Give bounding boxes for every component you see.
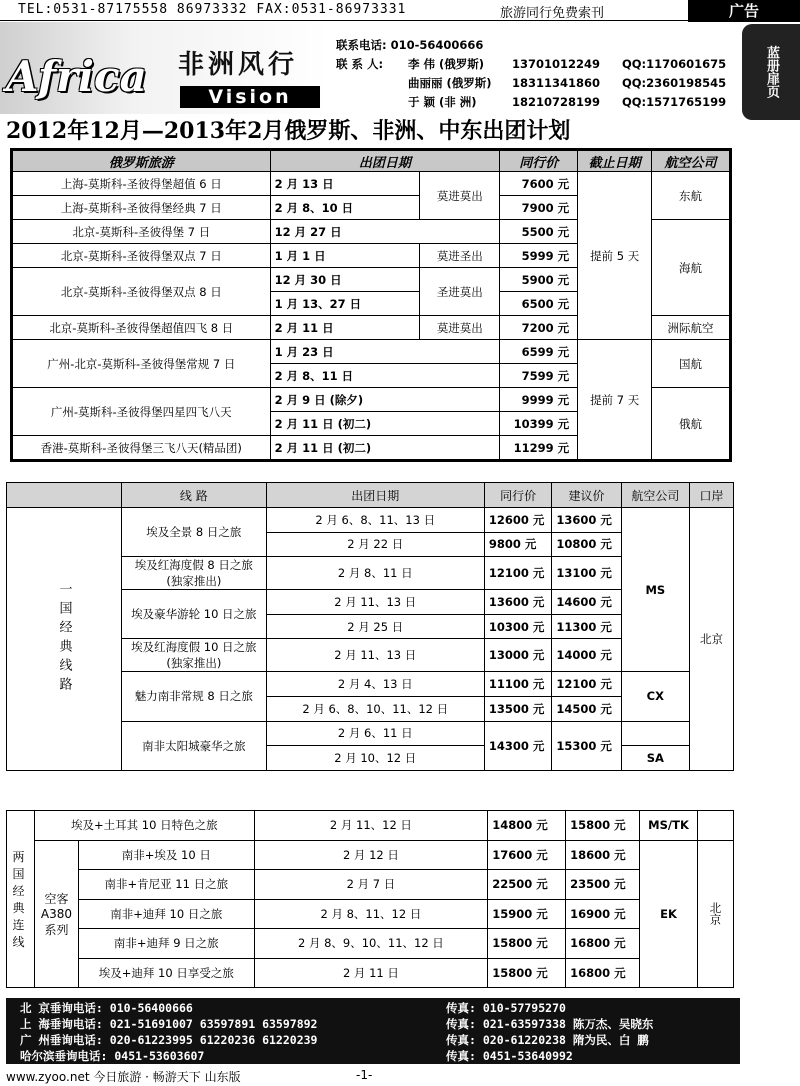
route: 南非太阳城豪华之旅 bbox=[122, 721, 267, 770]
airline: 洲际航空 bbox=[652, 316, 730, 340]
date: 2 月 6、8、11、13 日 bbox=[266, 508, 484, 533]
price: 10399 元 bbox=[500, 412, 578, 436]
contact-phone-num: 13701012249 bbox=[512, 57, 601, 71]
route: 埃及+土耳其 10 日特色之旅 bbox=[34, 811, 254, 841]
suggest: 15300 元 bbox=[552, 721, 621, 770]
suggest: 11300 元 bbox=[552, 614, 621, 639]
logo-chinese: 非洲风行 bbox=[178, 50, 299, 80]
airline: 东航 bbox=[652, 172, 730, 220]
date: 2 月 9 日 (除夕) bbox=[270, 388, 500, 412]
price: 22500 元 bbox=[488, 870, 566, 900]
route: 埃及+迪拜 10 日享受之旅 bbox=[78, 958, 254, 988]
table-row bbox=[13, 172, 730, 196]
date: 2 月 8、10 日 bbox=[270, 196, 420, 220]
africa-table bbox=[6, 482, 734, 771]
price: 14300 元 bbox=[484, 721, 552, 770]
route: 埃及红海度假 10 日之旅 (独家推出) bbox=[122, 639, 267, 672]
deadline: 提前 5 天 bbox=[578, 172, 652, 340]
airline-blank bbox=[621, 721, 690, 746]
contact-qq: QQ:2360198545 bbox=[622, 76, 727, 90]
col-route: 俄罗斯旅游 bbox=[13, 151, 271, 172]
ad-label: 广告 bbox=[688, 0, 800, 22]
date: 1 月 13、27 日 bbox=[270, 292, 420, 316]
price: 6599 元 bbox=[500, 340, 578, 364]
airline: SA bbox=[621, 746, 690, 771]
date: 2 月 8、11、12 日 bbox=[254, 899, 488, 929]
route: 北京-莫斯科-圣彼得堡双点 7 日 bbox=[13, 244, 271, 268]
date: 2 月 11、12 日 bbox=[254, 811, 488, 841]
footer-fax: 传真: 0451-53640992 bbox=[446, 1049, 573, 1063]
col-port: 口岸 bbox=[690, 483, 734, 508]
date: 2 月 22 日 bbox=[266, 532, 484, 557]
airline: MS bbox=[621, 508, 690, 672]
table-row bbox=[7, 958, 734, 988]
airline: CX bbox=[621, 672, 690, 721]
airline: 俄航 bbox=[652, 388, 730, 460]
col-blank bbox=[7, 483, 122, 508]
price: 10300 元 bbox=[484, 614, 552, 639]
price: 5500 元 bbox=[500, 220, 578, 244]
table-row bbox=[7, 508, 734, 533]
price: 13500 元 bbox=[484, 696, 552, 721]
suggest: 23500 元 bbox=[566, 870, 640, 900]
table-row bbox=[7, 929, 734, 959]
logo bbox=[0, 22, 330, 114]
port-blank bbox=[698, 811, 734, 841]
price: 15800 元 bbox=[488, 958, 566, 988]
price: 9999 元 bbox=[500, 388, 578, 412]
col-suggest: 建议价 bbox=[552, 483, 621, 508]
price: 15800 元 bbox=[488, 929, 566, 959]
contact-name: 于 颖 (非 洲) bbox=[408, 95, 477, 109]
route: 南非+埃及 10 日 bbox=[78, 840, 254, 870]
table-row bbox=[7, 811, 734, 841]
suggest: 13100 元 bbox=[552, 557, 621, 590]
suggest: 18600 元 bbox=[566, 840, 640, 870]
route: 埃及全景 8 日之旅 bbox=[122, 508, 267, 557]
route: 北京-莫斯科-圣彼得堡双点 8 日 bbox=[13, 268, 271, 316]
suggest: 12100 元 bbox=[552, 672, 621, 697]
col-date: 出团日期 bbox=[266, 483, 484, 508]
table-header bbox=[7, 483, 734, 508]
footer-phone: 哈尔滨垂询电话: 0451-53603607 bbox=[20, 1049, 205, 1063]
date: 2 月 11 日 bbox=[270, 316, 420, 340]
suggest: 16800 元 bbox=[566, 929, 640, 959]
price: 6500 元 bbox=[500, 292, 578, 316]
date: 2 月 12 日 bbox=[254, 840, 488, 870]
col-airline: 航空公司 bbox=[621, 483, 690, 508]
price: 9800 元 bbox=[484, 532, 552, 557]
contact-row bbox=[336, 74, 726, 93]
footer-contacts bbox=[6, 998, 740, 1064]
col-price: 同行价 bbox=[500, 151, 578, 172]
contact-phone: 联系电话: 010-56400666 bbox=[336, 38, 484, 52]
date: 2 月 8、9、10、11、12 日 bbox=[254, 929, 488, 959]
route: 魅力南非常规 8 日之旅 bbox=[122, 672, 267, 721]
page-number: -1- bbox=[356, 1068, 373, 1082]
contact-label: 联 系 人: bbox=[336, 57, 384, 71]
footer-fax: 传真: 021-63597338 陈万杰、吴晓东 bbox=[446, 1017, 654, 1031]
route: 香港-莫斯科-圣彼得堡三飞八天(精品团) bbox=[13, 436, 271, 460]
date: 2 月 11、13 日 bbox=[266, 590, 484, 615]
suggest: 14000 元 bbox=[552, 639, 621, 672]
route: 埃及豪华游轮 10 日之旅 bbox=[122, 590, 267, 639]
sub-label: 空客A380系列 bbox=[34, 840, 78, 988]
mode: 莫进莫出 bbox=[420, 172, 500, 220]
site-line[interactable]: www.zyoo.net 今日旅游 · 畅游天下 山东版 bbox=[6, 1070, 241, 1084]
date: 2 月 4、13 日 bbox=[266, 672, 484, 697]
footer-phone: 广 州垂询电话: 020-61223995 61220236 61220239 bbox=[20, 1033, 318, 1047]
contact-row bbox=[336, 93, 726, 112]
route: 南非+迪拜 9 日之旅 bbox=[78, 929, 254, 959]
suggest: 16900 元 bbox=[566, 899, 640, 929]
date: 2 月 7 日 bbox=[254, 870, 488, 900]
mode: 莫进圣出 bbox=[420, 244, 500, 268]
contact-phone-num: 18210728199 bbox=[512, 95, 601, 109]
price: 12100 元 bbox=[484, 557, 552, 590]
subtitle: 旅游同行免费索刊 bbox=[500, 6, 605, 21]
route: 上海-莫斯科-圣彼得堡超值 6 日 bbox=[13, 172, 271, 196]
date: 2 月 11 日 (初二) bbox=[270, 436, 500, 460]
contact-name: 李 伟 (俄罗斯) bbox=[408, 57, 485, 71]
table-header bbox=[13, 151, 730, 172]
suggest: 14600 元 bbox=[552, 590, 621, 615]
table-row bbox=[13, 340, 730, 364]
contact-phone-num: 18311341860 bbox=[512, 76, 601, 90]
top-strip bbox=[0, 0, 800, 21]
group-label: 一国经典线路 bbox=[7, 508, 122, 771]
price: 11100 元 bbox=[484, 672, 552, 697]
logo-vision: Vision bbox=[180, 86, 320, 108]
contact-row bbox=[336, 55, 726, 74]
date: 2 月 10、12 日 bbox=[266, 746, 484, 771]
suggest: 14500 元 bbox=[552, 696, 621, 721]
route: 埃及红海度假 8 日之旅 (独家推出) bbox=[122, 557, 267, 590]
date: 2 月 11 日 bbox=[254, 958, 488, 988]
airline: 海航 bbox=[652, 220, 730, 316]
date: 2 月 6、11 日 bbox=[266, 721, 484, 746]
price: 11299 元 bbox=[500, 436, 578, 460]
date: 1 月 1 日 bbox=[270, 244, 420, 268]
table-row bbox=[7, 899, 734, 929]
footer-phone: 上 海垂询电话: 021-51691007 63597891 63597892 bbox=[20, 1017, 318, 1031]
table-row bbox=[7, 840, 734, 870]
route: 广州-北京-莫斯科-圣彼得堡常规 7 日 bbox=[13, 340, 271, 388]
route: 南非+肯尼亚 11 日之旅 bbox=[78, 870, 254, 900]
col-deadline: 截止日期 bbox=[578, 151, 652, 172]
date: 2 月 11 日 (初二) bbox=[270, 412, 500, 436]
page-title: 2012年12月—2013年2月俄罗斯、非洲、中东出团计划 bbox=[6, 118, 571, 144]
side-tab[interactable]: 蓝册扉页 bbox=[742, 24, 800, 120]
date: 2 月 11、13 日 bbox=[266, 639, 484, 672]
russia-table bbox=[12, 150, 730, 460]
suggest: 10800 元 bbox=[552, 532, 621, 557]
footer-fax: 传真: 020-61220238 隋为民、白 鹏 bbox=[446, 1033, 649, 1047]
price: 13600 元 bbox=[484, 590, 552, 615]
suggest: 13600 元 bbox=[552, 508, 621, 533]
price: 14800 元 bbox=[488, 811, 566, 841]
contact-name: 曲丽丽 (俄罗斯) bbox=[408, 76, 492, 90]
price: 5900 元 bbox=[500, 268, 578, 292]
airline: 国航 bbox=[652, 340, 730, 388]
contact-block bbox=[336, 36, 726, 112]
mode: 圣进莫出 bbox=[420, 268, 500, 316]
price: 12600 元 bbox=[484, 508, 552, 533]
group-label: 两国经典连线 bbox=[7, 811, 35, 988]
price: 7599 元 bbox=[500, 364, 578, 388]
date: 2 月 25 日 bbox=[266, 614, 484, 639]
date: 12 月 27 日 bbox=[270, 220, 500, 244]
footer-fax: 传真: 010-57795270 bbox=[446, 1001, 566, 1015]
price: 15900 元 bbox=[488, 899, 566, 929]
contact-qq: QQ:1170601675 bbox=[622, 57, 727, 71]
date: 1 月 23 日 bbox=[270, 340, 500, 364]
price: 7900 元 bbox=[500, 196, 578, 220]
port: 北京 bbox=[698, 840, 734, 988]
date: 2 月 6、8、10、11、12 日 bbox=[266, 696, 484, 721]
col-price: 同行价 bbox=[484, 483, 552, 508]
price: 7600 元 bbox=[500, 172, 578, 196]
deadline: 提前 7 天 bbox=[578, 340, 652, 460]
price: 13000 元 bbox=[484, 639, 552, 672]
price: 17600 元 bbox=[488, 840, 566, 870]
two-country-table bbox=[6, 810, 734, 988]
logo-latin: Africa bbox=[6, 52, 147, 101]
port: 北京 bbox=[690, 508, 734, 771]
col-date: 出团日期 bbox=[270, 151, 500, 172]
route: 北京-莫斯科-圣彼得堡超值四飞 8 日 bbox=[13, 316, 271, 340]
col-route: 线 路 bbox=[122, 483, 267, 508]
footer-phone: 北 京垂询电话: 010-56400666 bbox=[20, 1001, 193, 1015]
date: 12 月 30 日 bbox=[270, 268, 420, 292]
suggest: 15800 元 bbox=[566, 811, 640, 841]
route: 北京-莫斯科-圣彼得堡 7 日 bbox=[13, 220, 271, 244]
col-airline: 航空公司 bbox=[652, 151, 730, 172]
date: 2 月 13 日 bbox=[270, 172, 420, 196]
route: 上海-莫斯科-圣彼得堡经典 7 日 bbox=[13, 196, 271, 220]
contact-qq: QQ:1571765199 bbox=[622, 95, 727, 109]
table-row bbox=[7, 870, 734, 900]
mode: 莫进莫出 bbox=[420, 316, 500, 340]
price: 7200 元 bbox=[500, 316, 578, 340]
date: 2 月 8、11 日 bbox=[266, 557, 484, 590]
date: 2 月 8、11 日 bbox=[270, 364, 500, 388]
route: 南非+迪拜 10 日之旅 bbox=[78, 899, 254, 929]
airline: EK bbox=[640, 840, 698, 988]
airline: MS/TK bbox=[640, 811, 698, 841]
tel-fax: TEL:0531-87175558 86973332 FAX:0531-86973331 bbox=[18, 2, 407, 17]
suggest: 16800 元 bbox=[566, 958, 640, 988]
price: 5999 元 bbox=[500, 244, 578, 268]
route: 广州-莫斯科-圣彼得堡四星四飞八天 bbox=[13, 388, 271, 436]
